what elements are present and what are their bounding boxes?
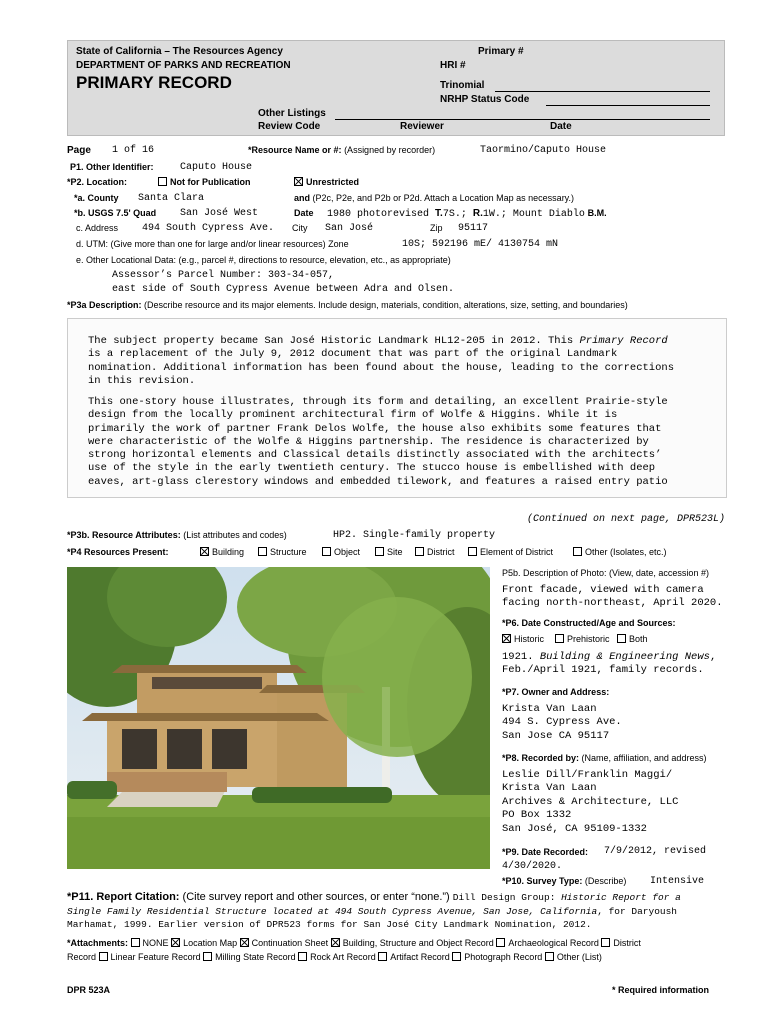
p1-label: P1. Other Identifier: bbox=[70, 162, 154, 172]
usgs-date-label: Date bbox=[294, 208, 314, 218]
zip-label: Zip bbox=[430, 223, 443, 233]
checkbox-icon bbox=[496, 938, 505, 947]
utm-value: 10S; 592196 mE/ 4130754 mN bbox=[402, 239, 559, 250]
p4-site-checkbox[interactable]: Site bbox=[375, 547, 403, 557]
p6-label: *P6. Date Constructed/Age and Sources: bbox=[502, 618, 676, 628]
checked-checkbox-icon bbox=[171, 938, 180, 947]
unrestricted-checkbox[interactable]: Unrestricted bbox=[294, 177, 359, 187]
house-photo bbox=[67, 567, 490, 869]
checkbox-icon bbox=[555, 634, 564, 643]
required-note: * Required information bbox=[612, 985, 710, 995]
p10-value: Intensive bbox=[650, 876, 705, 887]
p6-both-checkbox[interactable]: Both bbox=[617, 634, 648, 644]
other-locational-line2: east side of South Cypress Avenue between Adra and Olsen. bbox=[112, 284, 455, 295]
other-listings-label: Other Listings bbox=[258, 108, 326, 119]
p4-building-checkbox[interactable]: Building bbox=[200, 547, 244, 557]
checkbox-icon bbox=[322, 547, 331, 556]
city-label: City bbox=[292, 223, 308, 233]
checkbox-icon bbox=[378, 952, 387, 961]
attach-artifact-checkbox[interactable]: Artifact Record bbox=[378, 952, 450, 962]
p3a-label: *P3a Description: (Describe resource and its major elements. Include design, materials, condition, alterations, size, setting, and boundaries) bbox=[67, 300, 628, 310]
checkbox-icon bbox=[258, 547, 267, 556]
checkbox-icon bbox=[99, 952, 108, 961]
p6-value: 1921. Building & Engineering News, Feb./April 1921, family records. bbox=[502, 651, 717, 677]
checkbox-icon bbox=[375, 547, 384, 556]
checkbox-icon bbox=[203, 952, 212, 961]
attach-none-checkbox[interactable]: NONE bbox=[131, 938, 169, 948]
other-locational-label: e. Other Locational Data: (e.g., parcel #, directions to resource, elevation, etc., as appropriate) bbox=[76, 255, 451, 265]
p1-value: Caputo House bbox=[180, 162, 253, 173]
p7-value: Krista Van Laan 494 S. Cypress Ave. San Jose CA 95117 bbox=[502, 703, 622, 742]
primary-number-label: Primary # bbox=[478, 46, 524, 57]
city-value: San José bbox=[325, 223, 374, 234]
p11-line1: *P11. Report Citation: (Cite survey report and other sources, or enter “none.”) Dill Design Group: Historic Report for a bbox=[67, 891, 681, 903]
checked-checkbox-icon bbox=[240, 938, 249, 947]
continued-note: (Continued on next page, DPR523L) bbox=[527, 514, 726, 525]
reviewer-label: Reviewer bbox=[400, 121, 444, 132]
attach-location-map-checkbox[interactable]: Location Map bbox=[171, 938, 237, 948]
checked-checkbox-icon bbox=[502, 634, 511, 643]
p9-value-line1: 7/9/2012, revised bbox=[604, 846, 707, 857]
zip-value: 95117 bbox=[458, 223, 489, 234]
p4-object-checkbox[interactable]: Object bbox=[322, 547, 360, 557]
usgs-date-line: 1980 photorevised T.7S.; R.1W.; Mount Diablo B.M. bbox=[327, 208, 607, 220]
attachments-row-2: Record Linear Feature Record Milling State Record Rock Art Record Artifact Record Photograph Record Other (List) bbox=[67, 952, 602, 962]
checkbox-icon bbox=[545, 952, 554, 961]
attach-continuation-checkbox[interactable]: Continuation Sheet bbox=[240, 938, 329, 948]
attach-note: and (P2c, P2e, and P2b or P2d. Attach a Location Map as necessary.) bbox=[294, 193, 575, 203]
p9-value-line2: 4/30/2020. bbox=[502, 861, 563, 872]
review-code-label: Review Code bbox=[258, 121, 321, 132]
other-listings-line bbox=[335, 119, 710, 120]
attach-photograph-checkbox[interactable]: Photograph Record bbox=[452, 952, 542, 962]
agency-name: State of California – The Resources Agency bbox=[76, 46, 283, 57]
page-label: Page bbox=[67, 145, 91, 156]
p5b-value: Front facade, viewed with camera facing north-northeast, April 2020. bbox=[502, 584, 723, 610]
p3b-label: *P3b. Resource Attributes: (List attributes and codes) bbox=[67, 530, 287, 540]
p11-line3: Marhamat, 1999. Earlier version of DPR523 forms for San José City Landmark Nomination, 2012. bbox=[67, 919, 592, 930]
other-locational-line1: Assessor’s Parcel Number: 303-34-057, bbox=[112, 270, 335, 281]
attach-bso-checkbox[interactable]: Building, Structure and Object Record bbox=[331, 938, 494, 948]
form-number: DPR 523A bbox=[67, 985, 111, 995]
checkbox-icon bbox=[617, 634, 626, 643]
p2-label: *P2. Location: bbox=[67, 177, 128, 187]
description-paragraph-2: This one-story house illustrates, through its form and detailing, an excellent Prairie-style design from the locally prominent architectural firm of Wolfe & Higgins. While it is primarily the work of partner Frank Delos Wolfe, the house also exhibits some features that were characteristic of the Wolfe & Higgins partnership. The residence is characterized by strong horizontal elements and Classical details distinctly associated with the architects’ use of the style in the early twentieth century. The stucco house is embellished with deep eaves, art-glass clerestory windows and embedded tilework, and features a raised entry patio bbox=[88, 396, 668, 488]
usgs-quad: San José West bbox=[180, 208, 259, 219]
attach-district-checkbox[interactable]: District bbox=[601, 938, 641, 948]
county-value: Santa Clara bbox=[138, 193, 205, 204]
checkbox-icon bbox=[415, 547, 424, 556]
date-label: Date bbox=[550, 121, 572, 132]
p8-value: Leslie Dill/Franklin Maggi/ Krista Van Laan Archives & Architecture, LLC PO Box 1332 San José, CA 95109-1332 bbox=[502, 769, 679, 835]
department-name: DEPARTMENT OF PARKS AND RECREATION bbox=[76, 60, 291, 71]
checkbox-icon bbox=[452, 952, 461, 961]
attach-archaeological-checkbox[interactable]: Archaeological Record bbox=[496, 938, 599, 948]
p5b-label: P5b. Description of Photo: (View, date, accession #) bbox=[502, 568, 709, 578]
p8-label: *P8. Recorded by: (Name, affiliation, and address) bbox=[502, 753, 707, 763]
usgs-label: *b. USGS 7.5' Quad bbox=[74, 208, 157, 218]
p7-label: *P7. Owner and Address: bbox=[502, 687, 610, 697]
checked-checkbox-icon bbox=[294, 177, 303, 186]
p11-line2: Single Family Residential Structure located at 494 South Cypress Avenue, San Jose, California, for Daryoush bbox=[67, 906, 678, 917]
attach-linear-checkbox[interactable]: Linear Feature Record bbox=[99, 952, 201, 962]
address-value: 494 South Cypress Ave. bbox=[142, 223, 275, 234]
address-label: c. Address bbox=[76, 223, 119, 233]
attach-rock-art-checkbox[interactable]: Rock Art Record bbox=[298, 952, 376, 962]
p4-element-checkbox[interactable]: Element of District bbox=[468, 547, 553, 557]
form-title: PRIMARY RECORD bbox=[76, 73, 232, 92]
p6-historic-checkbox[interactable]: Historic bbox=[502, 634, 544, 644]
p3b-value: HP2. Single-family property bbox=[333, 530, 496, 541]
nrhp-line bbox=[546, 105, 710, 106]
checkbox-icon bbox=[158, 177, 167, 186]
p10-label: *P10. Survey Type: (Describe) bbox=[502, 876, 627, 886]
checkbox-icon bbox=[298, 952, 307, 961]
checkbox-icon bbox=[468, 547, 477, 556]
not-for-publication-checkbox[interactable]: Not for Publication bbox=[158, 177, 251, 187]
attachments-row-1 bbox=[67, 938, 641, 948]
attachments-label: *Attachments: bbox=[67, 938, 129, 948]
nrhp-label: NRHP Status Code bbox=[440, 94, 530, 105]
page-number: 1 of 16 bbox=[112, 145, 155, 156]
p4-label: *P4 Resources Present: bbox=[67, 547, 169, 557]
description-paragraph-1: The subject property became San José Historic Landmark HL12-205 in 2012. This Primary Record is a replacement of the July 9, 2012 document that was part of the original Landmark nomination. Additional information has been found about the house, leading to the corrections in this revision. bbox=[88, 335, 674, 387]
trinomial-label: Trinomial bbox=[440, 80, 485, 91]
checkbox-icon bbox=[131, 938, 140, 947]
resource-name-value: Taormino/Caputo House bbox=[480, 145, 607, 156]
p4-district-checkbox[interactable]: District bbox=[415, 547, 455, 557]
trinomial-line bbox=[495, 91, 710, 92]
county-label: *a. County bbox=[74, 193, 119, 203]
p9-label: *P9. Date Recorded: bbox=[502, 847, 589, 857]
checkbox-icon bbox=[573, 547, 582, 556]
attach-milling-checkbox[interactable]: Milling State Record bbox=[203, 952, 296, 962]
hri-label: HRI # bbox=[440, 60, 466, 71]
resource-name-label: *Resource Name or #: (Assigned by recorder) bbox=[248, 145, 436, 155]
checkbox-icon bbox=[601, 938, 610, 947]
p4-other-checkbox[interactable]: Other (Isolates, etc.) bbox=[573, 547, 667, 557]
attach-other-checkbox[interactable]: Other (List) bbox=[545, 952, 602, 962]
p6-prehistoric-checkbox[interactable]: Prehistoric bbox=[555, 634, 610, 644]
utm-label: d. UTM: (Give more than one for large and/or linear resources) Zone bbox=[76, 239, 349, 249]
p4-structure-checkbox[interactable]: Structure bbox=[258, 547, 307, 557]
checked-checkbox-icon bbox=[200, 547, 209, 556]
checked-checkbox-icon bbox=[331, 938, 340, 947]
